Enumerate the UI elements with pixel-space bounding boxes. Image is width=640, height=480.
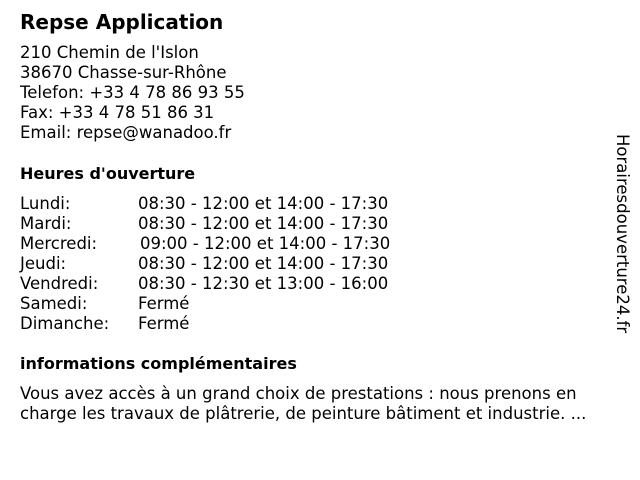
time-value: 08:30 - 12:00 et 14:00 - 17:30 xyxy=(138,194,389,213)
address-line-street: 210 Chemin de l'Islon xyxy=(20,43,199,62)
additional-info-line: charge les travaux de plâtrerie, de peinture bâtiment et industrie. ... xyxy=(20,404,587,423)
time-value: 08:30 - 12:00 et 14:00 - 17:30 xyxy=(138,214,389,233)
day-label: Vendredi: xyxy=(20,274,99,293)
time-value: Fermé xyxy=(138,294,190,313)
time-value: 09:00 - 12:00 et 14:00 - 17:30 xyxy=(140,234,391,253)
telephone-line: Telefon: +33 4 78 86 93 55 xyxy=(20,83,245,102)
day-label: Lundi: xyxy=(20,194,71,213)
day-label: Mercredi: xyxy=(20,234,98,253)
day-label: Dimanche: xyxy=(20,314,110,333)
day-label: Samedi: xyxy=(20,294,88,313)
time-value: Fermé xyxy=(138,314,190,333)
address-line-city: 38670 Chasse-sur-Rhône xyxy=(20,63,227,82)
day-label: Jeudi: xyxy=(20,254,67,273)
business-name: Repse Application xyxy=(20,10,224,34)
additional-info-text xyxy=(20,384,620,424)
email-line: Email: repse@wanadoo.fr xyxy=(20,123,232,142)
time-value: 08:30 - 12:00 et 14:00 - 17:30 xyxy=(138,254,389,273)
additional-info-heading: informations complémentaires xyxy=(20,354,297,373)
opening-hours-heading: Heures d'ouverture xyxy=(20,164,196,183)
contact-block xyxy=(20,43,245,143)
fax-line: Fax: +33 4 78 51 86 31 xyxy=(20,103,215,122)
site-watermark: Horairesdouverture24.fr xyxy=(613,134,632,334)
additional-info-line: Vous avez accès à un grand choix de prestations : nous prenons en xyxy=(20,384,577,403)
day-label: Mardi: xyxy=(20,214,72,233)
time-value: 08:30 - 12:30 et 13:00 - 16:00 xyxy=(138,274,389,293)
